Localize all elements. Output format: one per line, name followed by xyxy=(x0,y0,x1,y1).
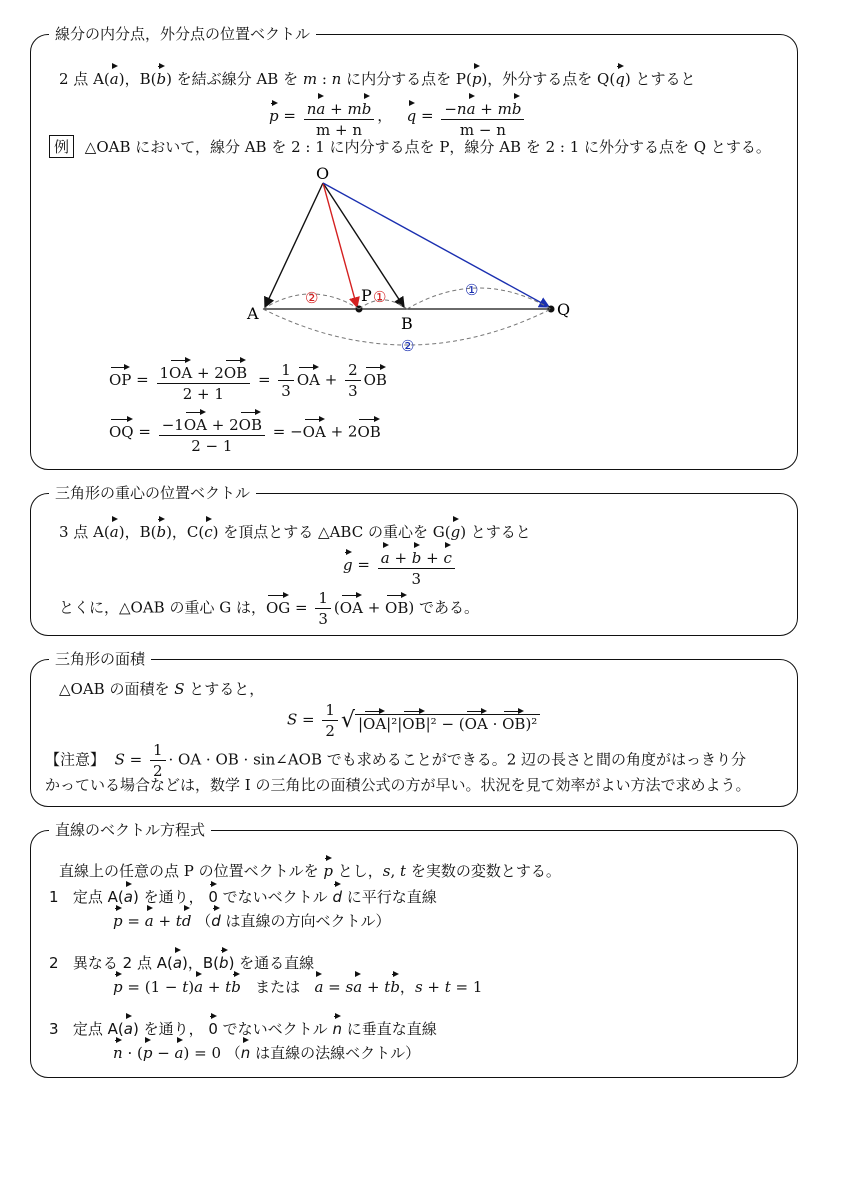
line-item-1-heading: 1 定点 A(a) を通り， 0 でないベクトル d に平行な直線 xyxy=(49,881,437,907)
p-vector: p xyxy=(269,100,279,124)
oq-denominator: 2 − 1 xyxy=(191,437,233,455)
line-item-2-heading: 2 異なる 2 点 A(a)，B(b) を通る直線 xyxy=(49,947,314,973)
example-line xyxy=(49,135,771,158)
arc-BQ xyxy=(407,288,551,309)
area-intro: △OAB の面積を S とすると， xyxy=(59,680,265,698)
label-A: A xyxy=(247,304,259,323)
section-title: 三角形の重心の位置ベクトル xyxy=(49,482,256,503)
line-intro: 直線上の任意の点 P の位置ベクトルを p とし，s, t を実数の変数とする。 xyxy=(59,855,561,881)
division-intro: 2 点 A(a)，B(b) を結ぶ線分 AB を m : n に内分する点を P(p)，外分する点を Q(q) とすると xyxy=(59,63,695,89)
caution-line-2: かっている場合などは，数学 I の三角比の面積公式の方が早い。状況を見て効率がよい方法で求めよう。 xyxy=(45,776,751,794)
section-triangle-area xyxy=(30,650,798,807)
area-formula: S = $\frac{1}{2}$ √ |OA|²|OB|² − (OA · OB)² xyxy=(287,700,540,741)
vector-OQ xyxy=(323,183,549,307)
q-vector: q xyxy=(407,100,417,124)
op-formula: OP = $\frac{1OA + 2OB}{2 + 1}$ = $\frac{1}{3}$ OA + $\frac{2}{3}$ OB xyxy=(109,357,387,404)
example-text: △OAB において，線分 AB を 2 : 1 に内分する点を P，線分 AB を 2 : 1 に外分する点を Q とする。 xyxy=(84,138,771,156)
label-B: B xyxy=(401,314,413,333)
line-item-3-equation: n · (p − a) = 0 （n は直線の法線ベクトル） xyxy=(113,1037,420,1063)
section-title: 三角形の面積 xyxy=(49,648,151,669)
ratio-AQ: ② xyxy=(401,337,415,355)
centroid-denominator: 3 xyxy=(411,570,422,588)
ratio-BQ: ① xyxy=(465,281,479,299)
op-denominator: 2 + 1 xyxy=(182,385,224,403)
point-Q xyxy=(548,306,555,313)
p-denominator: m + n xyxy=(316,121,362,139)
line-item-3-heading: 3 定点 A(a) を通り， 0 でないベクトル n に垂直な直線 xyxy=(49,1013,437,1039)
centroid-formula: g = $\frac{a + b + c}{3}$ xyxy=(343,542,458,589)
oq-formula: OQ = $\frac{-1OA + 2OB}{2 - 1}$ = −OA + 2OB xyxy=(109,409,381,456)
division-formulas: p = $\frac{na + mb}{m + n}$ ， q = $\frac{-na + mb}{m - n}$ xyxy=(269,93,527,140)
ratio-PB: ① xyxy=(373,288,387,306)
section-title: 線分の内分点，外分点の位置ベクトル xyxy=(49,23,316,44)
section-internal-external-division xyxy=(30,25,798,470)
caution-line-1: 【注意】 S = $\frac{1}{2}$ · OA · OB · sin∠AOB でも求めることができる。2 辺の長さと間の角度がはっきり分 xyxy=(45,741,747,780)
section-title: 直線のベクトル方程式 xyxy=(49,819,211,840)
caution-label: 【注意】 xyxy=(45,750,106,769)
label-P: P xyxy=(361,286,372,305)
centroid-note: とくに，△OAB の重心 G は，OG = $\frac{1}{3}$ (OA + OB) である。 xyxy=(59,589,479,628)
triangle-diagram xyxy=(243,163,603,353)
section-centroid xyxy=(30,484,798,636)
section-line-vector-equation xyxy=(30,821,798,1078)
ratio-AP: ② xyxy=(305,289,319,307)
label-O: O xyxy=(316,164,330,183)
q-denominator: m − n xyxy=(459,121,506,139)
line-item-1-equation: p = a + td （d は直線の方向ベクトル） xyxy=(113,905,391,931)
example-tag: 例 xyxy=(49,135,74,158)
p-fraction: $\frac{na + mb}{m + n}$ xyxy=(304,93,375,140)
centroid-intro: 3 点 A(a)，B(b)，C(c) を頂点とする △ABC の重心を G(g) とすると xyxy=(59,516,531,542)
label-Q: Q xyxy=(557,300,571,319)
q-fraction: $\frac{-na + mb}{m - n}$ xyxy=(441,93,524,140)
line-item-2-equation: p = (1 − t)a + tb または a = sa + tb，s + t = 1 xyxy=(113,971,482,997)
vector-OP xyxy=(323,183,357,307)
